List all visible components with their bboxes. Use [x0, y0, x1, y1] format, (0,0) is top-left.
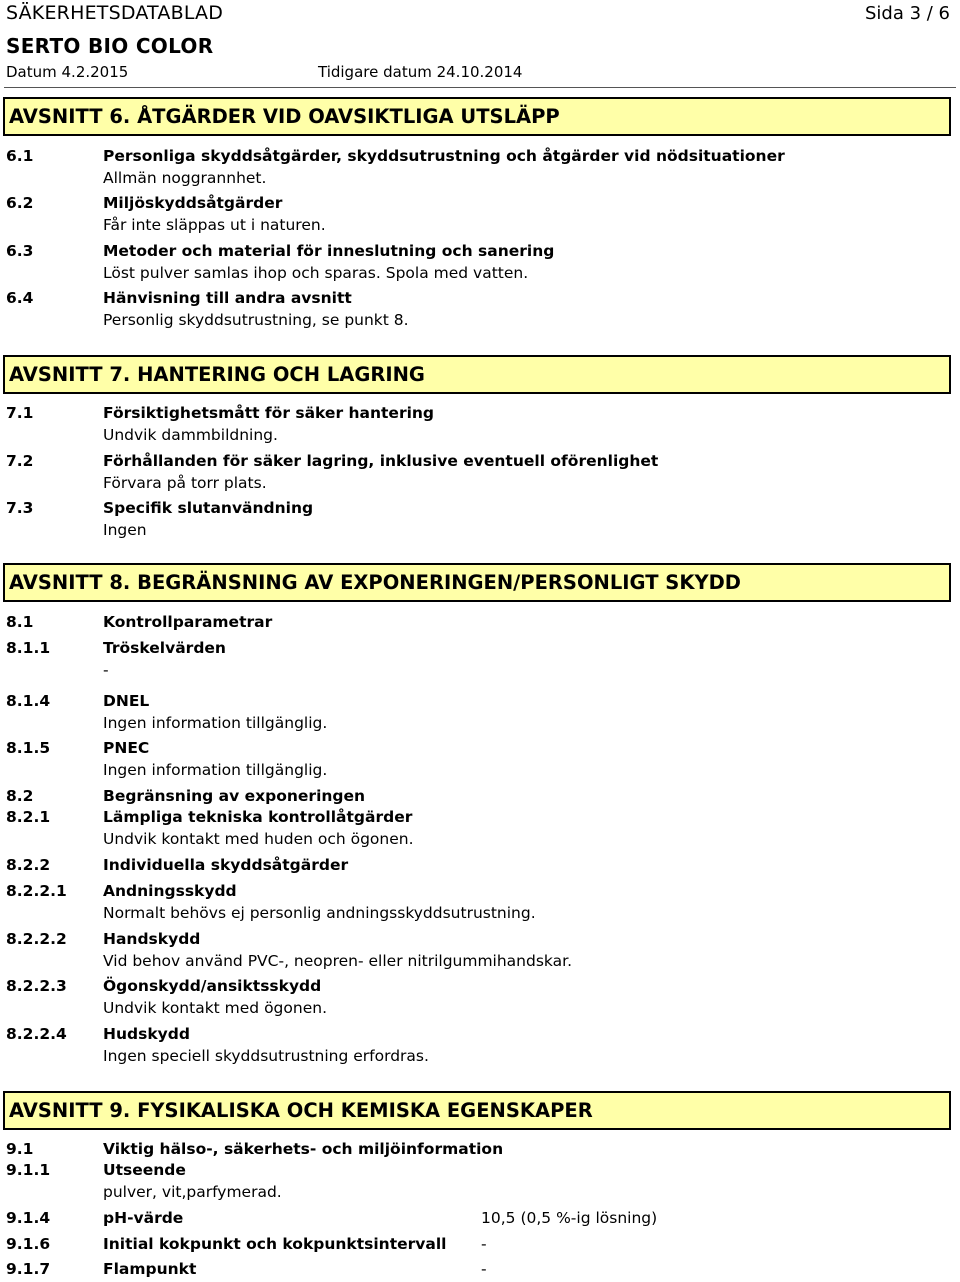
item-heading: Andningsskydd [103, 882, 237, 900]
item-text: Ingen information tillgänglig. [103, 714, 328, 732]
item-heading: Hudskydd [103, 1025, 190, 1043]
previous-date: Tidigare datum 24.10.2014 [318, 63, 523, 81]
item-text: Allmän noggrannhet. [103, 169, 267, 187]
document-date: Datum 4.2.2015 [6, 63, 129, 81]
item-heading: Tröskelvärden [103, 639, 226, 657]
item-heading: Ögonskydd/ansiktsskydd [103, 977, 322, 995]
item-text: Ingen [103, 521, 147, 539]
item-heading: pH-värde [103, 1209, 184, 1227]
item-heading: Flampunkt [103, 1260, 197, 1278]
item-heading: DNEL [103, 692, 150, 710]
item-number: 7.1 [6, 404, 34, 422]
item-number: 8.1.1 [6, 639, 51, 657]
item-heading: Förhållanden för säker lagring, inklusive eventuell oförenlighet [103, 452, 659, 470]
item-number: 8.1.4 [6, 692, 51, 710]
item-number: 8.2 [6, 787, 34, 805]
item-text: Personlig skyddsutrustning, se punkt 8. [103, 311, 409, 329]
item-heading: Metoder och material för inneslutning och sanering [103, 242, 555, 260]
item-heading: Personliga skyddsåtgärder, skyddsutrustning och åtgärder vid nödsituationer [103, 147, 785, 165]
item-number: 6.3 [6, 242, 34, 260]
page-number: Sida 3 / 6 [864, 3, 950, 24]
section-6-heading: AVSNITT 6. ÅTGÄRDER VID OAVSIKTLIGA UTSLÄPP [3, 97, 951, 136]
item-text: - [103, 661, 109, 679]
item-heading: Kontrollparametrar [103, 613, 273, 631]
section-9-heading: AVSNITT 9. FYSIKALISKA OCH KEMISKA EGENSKAPER [3, 1091, 951, 1130]
item-text: Undvik kontakt med huden och ögonen. [103, 830, 414, 848]
item-text: Ingen speciell skyddsutrustning erfordras. [103, 1047, 429, 1065]
item-text: Ingen information tillgänglig. [103, 761, 328, 779]
item-number: 7.3 [6, 499, 34, 517]
item-number: 8.1 [6, 613, 34, 631]
item-number: 7.2 [6, 452, 34, 470]
item-number: 9.1 [6, 1140, 34, 1158]
item-heading: PNEC [103, 739, 150, 757]
item-number: 8.2.2.2 [6, 930, 67, 948]
product-name: SERTO BIO COLOR [6, 34, 214, 58]
item-number: 6.2 [6, 194, 34, 212]
item-text: pulver, vit,parfymerad. [103, 1183, 282, 1201]
item-number: 8.2.1 [6, 808, 51, 826]
item-number: 8.2.2.3 [6, 977, 67, 995]
item-heading: Viktig hälso-, säkerhets- och miljöinformation [103, 1140, 504, 1158]
item-number: 9.1.4 [6, 1209, 51, 1227]
item-number: 8.2.2.4 [6, 1025, 67, 1043]
item-text: Vid behov använd PVC-, neopren- eller nitrilgummihandskar. [103, 952, 572, 970]
section-8-heading: AVSNITT 8. BEGRÄNSNING AV EXPONERINGEN/PERSONLIGT SKYDD [3, 563, 951, 602]
item-number: 8.2.2.1 [6, 882, 67, 900]
item-text: Förvara på torr plats. [103, 474, 267, 492]
section-7-heading: AVSNITT 7. HANTERING OCH LAGRING [3, 355, 951, 394]
item-value: - [481, 1235, 487, 1253]
item-heading: Miljöskyddsåtgärder [103, 194, 283, 212]
item-text: Normalt behövs ej personlig andningsskyddsutrustning. [103, 904, 536, 922]
item-number: 8.2.2 [6, 856, 51, 874]
item-number: 9.1.6 [6, 1235, 51, 1253]
header-divider [4, 87, 956, 88]
item-heading: Begränsning av exponeringen [103, 787, 366, 805]
item-number: 8.1.5 [6, 739, 51, 757]
item-heading: Initial kokpunkt och kokpunktsintervall [103, 1235, 447, 1253]
item-heading: Utseende [103, 1161, 186, 1179]
item-number: 6.4 [6, 289, 34, 307]
item-number: 6.1 [6, 147, 34, 165]
document-title: SÄKERHETSDATABLAD [6, 2, 224, 24]
item-number: 9.1.7 [6, 1260, 51, 1278]
item-heading: Handskydd [103, 930, 201, 948]
item-heading: Individuella skyddsåtgärder [103, 856, 349, 874]
item-heading: Specifik slutanvändning [103, 499, 314, 517]
item-text: Undvik kontakt med ögonen. [103, 999, 327, 1017]
item-heading: Lämpliga tekniska kontrollåtgärder [103, 808, 413, 826]
item-value: 10,5 (0,5 %-ig lösning) [481, 1209, 658, 1227]
item-text: Undvik dammbildning. [103, 426, 278, 444]
item-number: 9.1.1 [6, 1161, 51, 1179]
item-text: Löst pulver samlas ihop och sparas. Spola med vatten. [103, 264, 529, 282]
item-value: - [481, 1260, 487, 1278]
item-text: Får inte släppas ut i naturen. [103, 216, 326, 234]
item-heading: Hänvisning till andra avsnitt [103, 289, 352, 307]
item-heading: Försiktighetsmått för säker hantering [103, 404, 435, 422]
